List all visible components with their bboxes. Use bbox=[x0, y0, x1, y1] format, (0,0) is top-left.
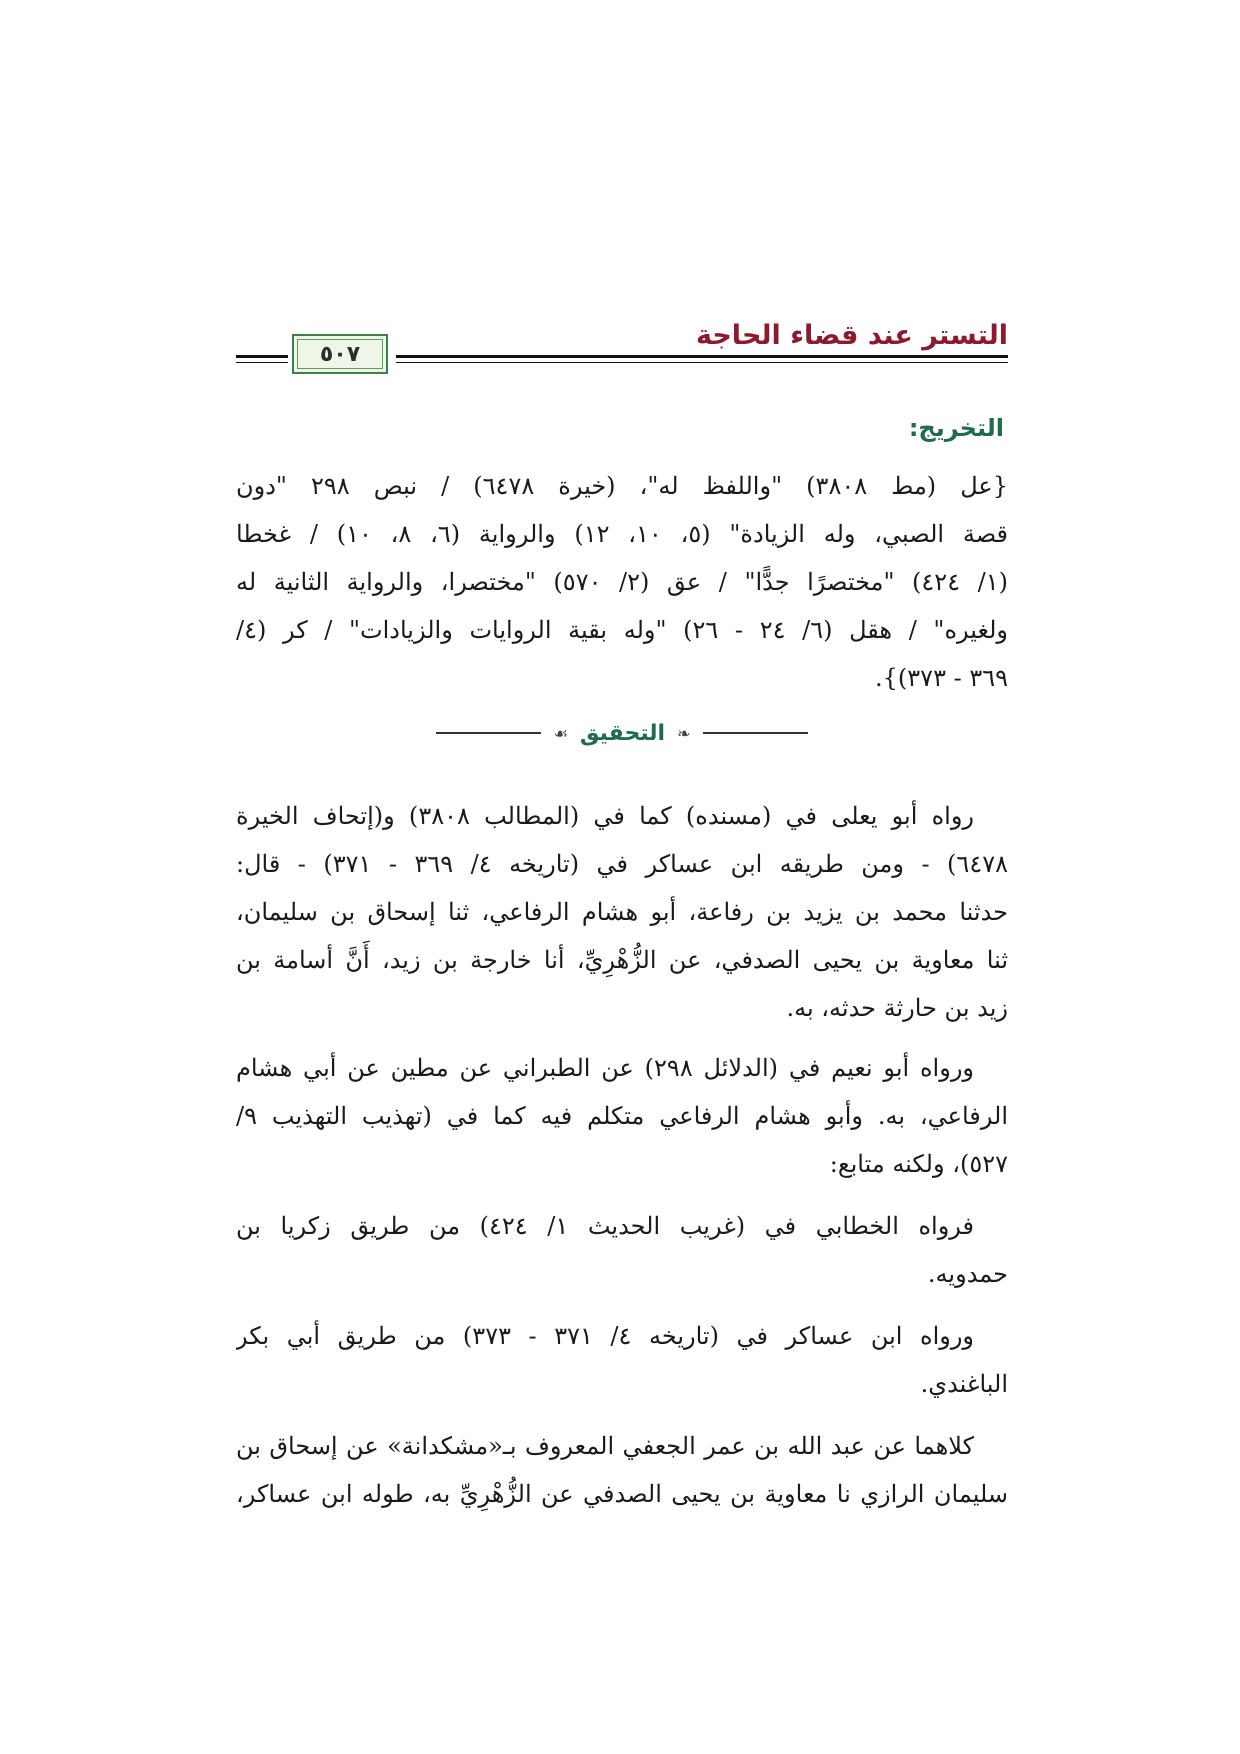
paragraph-line: سليمان الرازي نا معاوية بن يحيى الصدفي عن الزُّهْرِيِّ به، طوله ابن عساكر، bbox=[236, 1480, 1008, 1508]
paragraph-line: زيد بن حارثة حدثه، به. bbox=[786, 994, 1008, 1022]
takhrij-line: قصة الصبي، وله الزيادة" (٥، ١٠، ١٢) والرواية (٦، ٨، ١٠) / غخطا bbox=[236, 520, 1008, 548]
tahqiq-paragraph bbox=[236, 1312, 1008, 1408]
running-title: التستر عند قضاء الحاجة bbox=[695, 320, 1008, 351]
takhrij-line: ولغيره" / هقل (٦/ ٢٤ - ٢٦) "وله بقية الروايات والزيادات" / كر (٤/ bbox=[236, 616, 1008, 644]
tahqiq-divider bbox=[436, 718, 808, 748]
page-header bbox=[236, 318, 1008, 378]
takhrij-line: {عل (مط ٣٨٠٨) "واللفظ له"، (خيرة ٦٤٧٨) / نبص ٢٩٨ "دون bbox=[236, 472, 1008, 500]
paragraph-line: ٦٤٧٨) - ومن طريقه ابن عساكر في (تاريخه ٤/ ٣٦٩ - ٣٧١) - قال: bbox=[236, 850, 1008, 878]
header-rule-bottom bbox=[396, 362, 1008, 363]
paragraph-line: الباغندي. bbox=[920, 1370, 1008, 1398]
ornament-icon: ☙ bbox=[553, 723, 568, 743]
takhrij-block bbox=[236, 462, 1008, 702]
paragraph-line: ورواه ابن عساكر في (تاريخه ٤/ ٣٧١ - ٣٧٣) من طريق أبي بكر bbox=[236, 1322, 975, 1350]
divider-rule-right bbox=[436, 732, 541, 734]
paragraph-line: رواه أبو يعلى في (مسنده) كما في (المطالب ٣٨٠٨) و(إتحاف الخيرة bbox=[236, 802, 975, 830]
paragraph-line: فرواه الخطابي في (غريب الحديث ١/ ٤٢٤) من طريق زكريا بن bbox=[236, 1212, 975, 1240]
page-number: ٥٠٧ bbox=[319, 341, 361, 367]
tahqiq-paragraph bbox=[236, 792, 1008, 1032]
tahqiq-paragraph bbox=[236, 1202, 1008, 1298]
paragraph-line: حمدويه. bbox=[927, 1260, 1008, 1288]
tahqiq-heading: التحقيق bbox=[579, 720, 666, 746]
paragraph-line: حدثنا محمد بن يزيد بن رفاعة، أبو هشام الرفاعي، ثنا إسحاق بن سليمان، bbox=[236, 898, 1008, 926]
header-rule-left-bottom bbox=[236, 362, 288, 363]
header-rule-left-top bbox=[236, 355, 288, 358]
ornament-icon: ❧ bbox=[677, 723, 691, 743]
header-rule-top bbox=[396, 355, 1008, 358]
takhrij-line: ٣٦٩ - ٣٧٣)}. bbox=[875, 664, 1008, 692]
takhrij-heading: التخريج: bbox=[908, 414, 1004, 442]
page-number-badge bbox=[292, 334, 388, 374]
divider-rule-left bbox=[703, 732, 808, 734]
tahqiq-paragraph bbox=[236, 1044, 1008, 1188]
paragraph-line: ٥٢٧)، ولكنه متابع: bbox=[829, 1150, 1008, 1178]
paragraph-line: كلاهما عن عبد الله بن عمر الجعفي المعروف بـ«مشكدانة» عن إسحاق بن bbox=[236, 1432, 974, 1460]
paragraph-line: ثنا معاوية بن يحيى الصدفي، عن الزُّهْرِيِّ، أنا خارجة بن زيد، أَنَّ أسامة بن bbox=[236, 946, 1008, 974]
tahqiq-paragraph bbox=[236, 1422, 1008, 1518]
paragraph-line: الرفاعي، به. وأبو هشام الرفاعي متكلم فيه كما في (تهذيب التهذيب ٩/ bbox=[236, 1102, 1008, 1130]
paragraph-line: ورواه أبو نعيم في (الدلائل ٢٩٨) عن الطبراني عن مطين عن أبي هشام bbox=[236, 1054, 974, 1082]
takhrij-line: (١/ ٤٢٤) "مختصرًا جدًّا" / عق (٢/ ٥٧٠) "مختصرا، والرواية الثانية له bbox=[236, 568, 1008, 596]
